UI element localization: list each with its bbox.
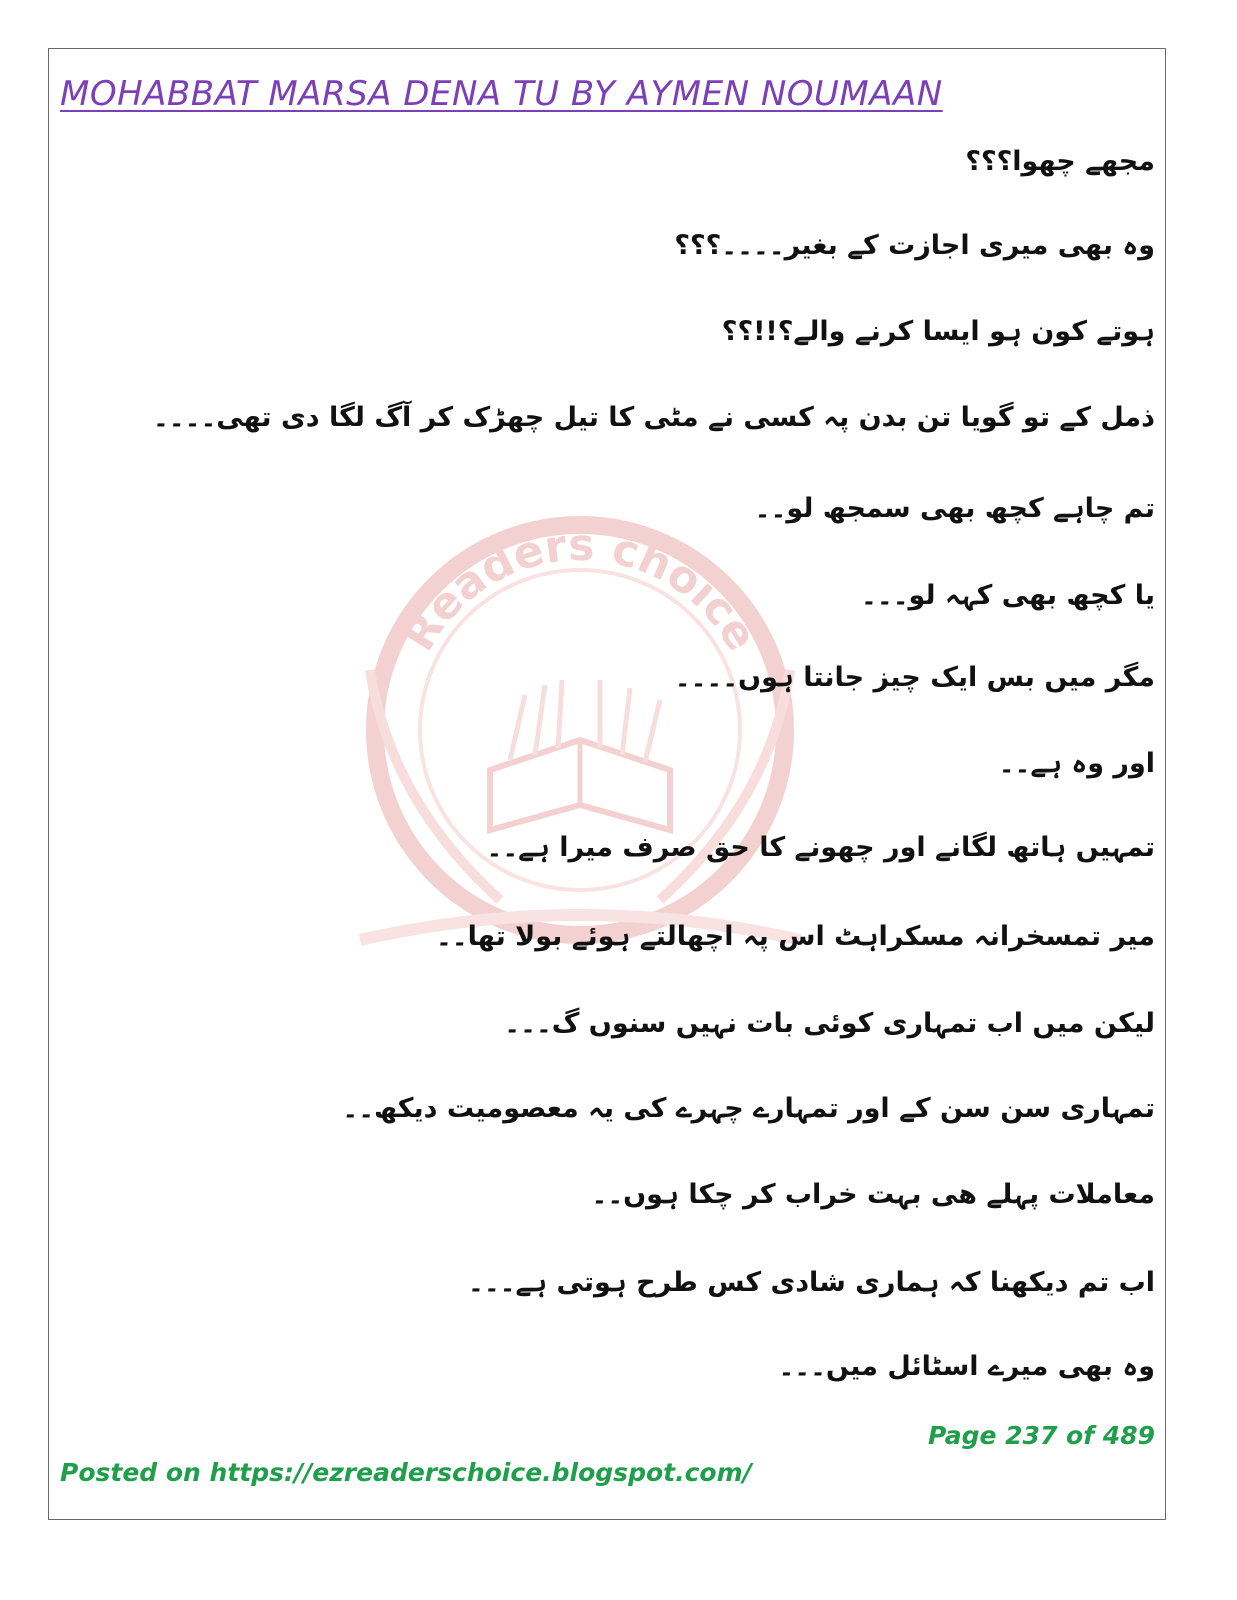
text-line: تمہاری سن سن کے اور تمہارے چہرے کی یہ معصومیت دیکھ۔۔: [342, 1093, 1155, 1124]
text-line: تم چاہے کچھ بھی سمجھ لو۔۔: [754, 493, 1155, 524]
text-line: ذمل کے تو گویا تن بدن پہ کسی نے مٹی کا تیل چھڑک کر آگ لگا دی تھی۔۔۔۔: [152, 402, 1155, 433]
document-title: MOHABBAT MARSA DENA TU BY AYMEN NOUMAAN: [60, 74, 943, 114]
page-number: Page 237 of 489: [928, 1421, 1155, 1450]
text-line: مجھے چھوا؟؟؟: [965, 146, 1155, 177]
text-line: لیکن میں اب تمہاری کوئی بات نہیں سنوں گ۔۔۔: [504, 1008, 1155, 1039]
text-line: میر تمسخرانہ مسکراہٹ اس پہ اچھالتے ہوئے بولا تھا۔۔: [435, 921, 1155, 952]
text-line: اور وہ ہے۔۔: [998, 748, 1155, 779]
text-line: مگر میں بس ایک چیز جانتا ہوں۔۔۔۔: [674, 662, 1155, 693]
text-line: تمہیں ہاتھ لگانے اور چھونے کا حق صرف میرا ہے۔۔: [486, 832, 1155, 863]
posted-on-url: Posted on https://ezreaderschoice.blogspot.com/: [60, 1458, 752, 1487]
text-line: ہوتے کون ہو ایسا کرنے والے؟!!؟؟: [721, 316, 1155, 347]
text-line: معاملات پہلے ھی بہت خراب کر چکا ہوں۔۔: [591, 1179, 1155, 1210]
text-line: وہ بھی میری اجازت کے بغیر۔۔۔۔؟؟؟: [674, 230, 1155, 261]
watermark-text: Readers choice: [393, 519, 767, 660]
text-line: اب تم دیکھنا کہ ہماری شادی کس طرح ہوتی ہے۔۔۔: [468, 1267, 1155, 1298]
text-line: یا کچھ بھی کہہ لو۔۔۔: [861, 580, 1155, 611]
text-line: وہ بھی میرے اسٹائل میں۔۔۔: [778, 1351, 1155, 1382]
